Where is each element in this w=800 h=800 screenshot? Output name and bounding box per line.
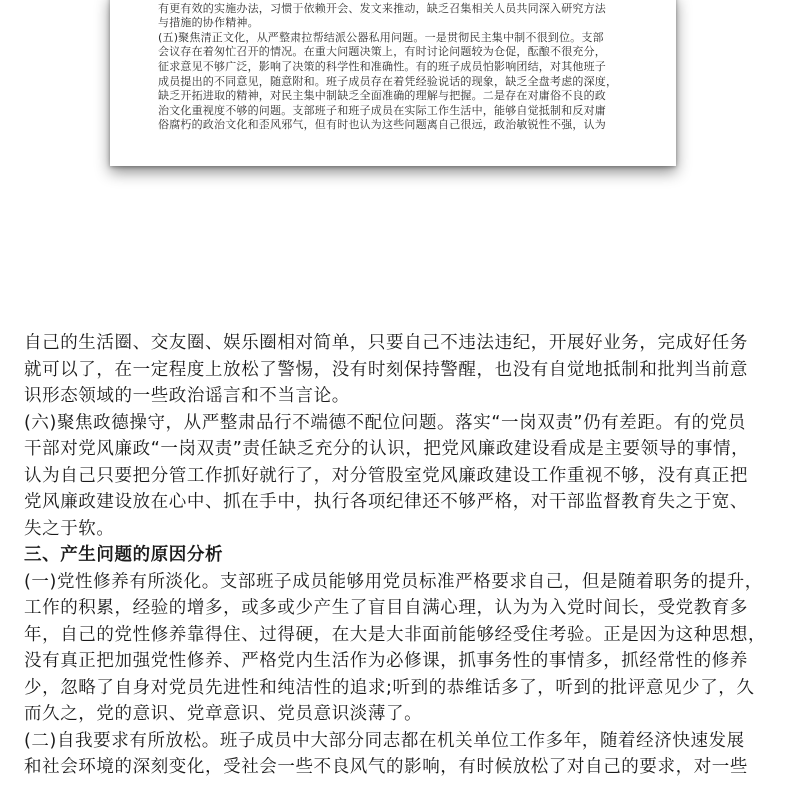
paragraph-line: 年，自己的党性修养靠得住、过得硬，在大是大非面前能够经受住考验。正是因为这种思想，	[24, 624, 767, 645]
paragraph-line: 和社会环境的深刻变化，受社会一些不良风气的影响，有时候放松了对自己的要求，对一些	[24, 757, 748, 777]
paragraph-line: 就可以了，在一定程度上放松了警惕，没有时刻保持警醒，也没有自觉地抵制和批判当前意	[24, 359, 748, 380]
paragraph-line: (一)党性修养有所淡化。支部班子成员能够用党员标准严格要求自己，但是随着职务的提升，	[24, 571, 763, 592]
paragraph-line: 失之于软。	[24, 518, 115, 539]
document-body	[24, 330, 782, 781]
paragraph-line: 党风廉政建设放在心中、抓在手中，执行各项纪律还不够严格，对干部监督教育失之于宽、	[24, 492, 748, 512]
scan-line: 成员提出的不同意见，随意附和。班子成员存在着凭经验说话的现象，缺乏全盘考虑的深度，	[158, 74, 618, 88]
scan-line: 会议存在着匆忙召开的情况。在重大问题决策上，有时讨论问题较为仓促，酝酿不很充分，	[158, 45, 606, 59]
paragraph-line: 工作的积累，经验的增多，或多或少产生了盲目自满心理，认为为入党时间长，受党教育多	[24, 598, 748, 618]
paragraph-line: 自己的生活圈、交友圈、娱乐圈相对简单，只要自己不违法违纪，开展好业务，完成好任务	[24, 333, 748, 353]
paragraph-line: 认为自己只要把分管工作抓好就行了，对分管股室党风廉政建设工作重视不够，没有真正把	[24, 465, 748, 486]
paragraph-line: 干部对党风廉政“一岗双责”责任缺乏充分的认识，把党风廉政建设看成是主要领导的事情，	[24, 439, 750, 459]
scan-line: 征求意见不够广泛，影响了决策的科学性和准确性。有的班子成员怕影响团结，对其他班子	[158, 59, 606, 73]
scan-line: 治文化重视度不够的问题。支部班子和班子成员在实际工作生活中，能够自觉抵制和反对庸	[158, 103, 606, 117]
scan-line: 俗腐朽的政治文化和歪风邪气，但有时也认为这些问题离自己很远，政治敏锐性不强，认为	[158, 118, 606, 132]
paragraph-line: (六)聚焦政德操守，从严整肃品行不端德不配位问题。落实“一岗双责”仍有差距。有的党员	[24, 412, 746, 433]
scan-line: 缺乏开拓进取的精神，对民主集中制缺乏全面准确的理解与把握。二是存在对庸俗不良的政	[158, 89, 606, 103]
paragraph-line: 而久之，党的意识、党章意识、党员意识淡薄了。	[24, 704, 423, 724]
paragraph-line: 少，忽略了自身对党员先进性和纯洁性的追求;听到的恭维话多了，听到的批评意见少了，久	[24, 677, 755, 698]
scan-line: 有更有效的实施办法，习惯于依赖开会、发文来推动，缺乏召集相关人员共同深入研究方法	[158, 1, 606, 15]
scanned-page-text	[158, 0, 626, 133]
paragraph-line: 识形态领域的一些政治谣言和不当言论。	[24, 386, 350, 406]
paragraph-line: 没有真正把加强党性修养、严格党内生活作为必修课，抓事务性的事情多，抓经常性的修养	[24, 651, 748, 671]
paragraph-line: (二)自我要求有所放松。班子成员中大部分同志都在机关单位工作多年，随着经济快速发展	[24, 730, 745, 751]
scanned-page-image	[110, 0, 676, 166]
scan-line: 与措施的协作精神。	[158, 16, 259, 30]
scan-line: (五)聚焦清正文化，从严整肃拉帮结派公器私用问题。一是贯彻民主集中制不很到位。支部	[158, 30, 604, 44]
section-heading: 三、产生问题的原因分析	[24, 545, 224, 565]
